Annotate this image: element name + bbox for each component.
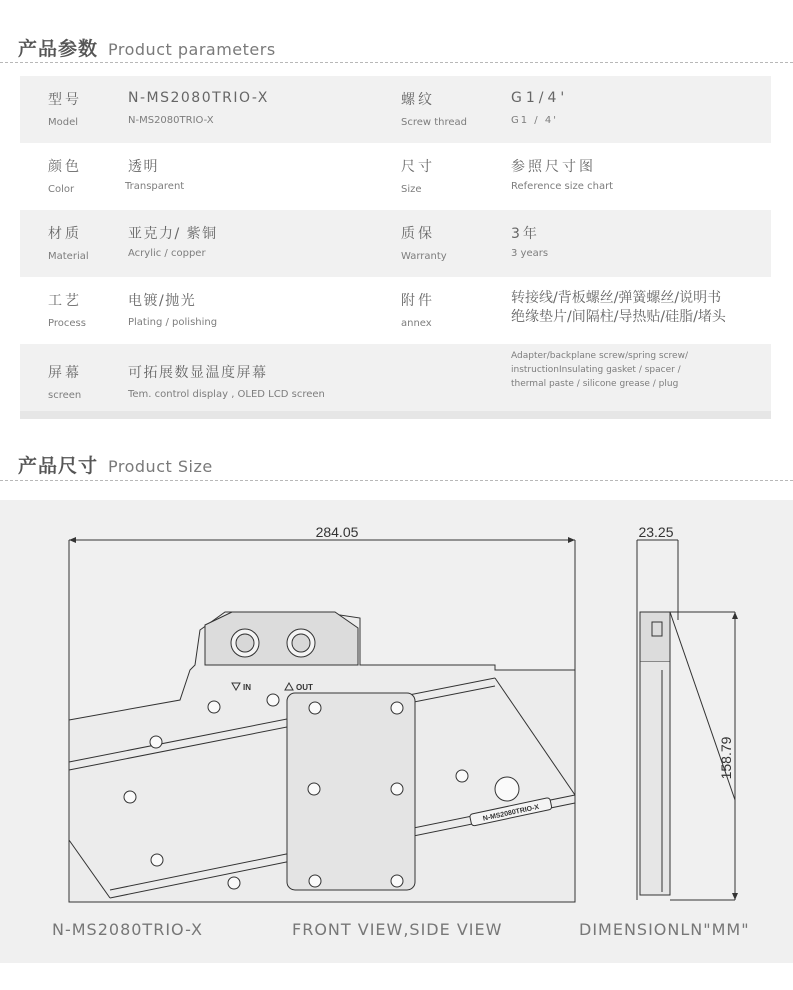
label-cn: 型号: [48, 92, 82, 108]
size-section-title: [18, 451, 213, 478]
label-en: Model: [48, 117, 79, 128]
value-cn: 可拓展数显温度屏幕: [128, 365, 268, 381]
value2-en: Reference size chart: [511, 181, 614, 192]
value-cn: 亚克力/ 紫铜: [128, 226, 218, 242]
terminal-top: [205, 612, 358, 665]
value2-en-b: instructionInsulating gasket / spacer /: [511, 365, 681, 375]
screw: [391, 875, 403, 887]
caption-views: FRONT VIEW,SIDE VIEW: [292, 920, 503, 939]
table-bottom-bar: [20, 411, 771, 419]
label-cn: 屏幕: [48, 365, 82, 381]
screw: [150, 736, 162, 748]
screw: [391, 783, 403, 795]
side-width-label: 23.25: [638, 524, 674, 540]
label-en: Process: [48, 318, 86, 329]
param-row-screen: [20, 344, 771, 411]
screw: [391, 702, 403, 714]
label-cn: 工艺: [48, 293, 82, 309]
value-en: Transparent: [125, 181, 185, 192]
value-en: N-MS2080TRIO-X: [128, 115, 214, 126]
param-row-process: [20, 277, 771, 344]
out-label: OUT: [296, 683, 313, 692]
value2-cn: G1/4': [511, 90, 569, 106]
size-title-en: Product Size: [108, 457, 213, 476]
side-terminal: [640, 612, 670, 662]
divider: [0, 62, 793, 63]
screw: [309, 875, 321, 887]
screw: [208, 701, 220, 713]
label-en: Material: [48, 251, 89, 262]
value2-en: 3 years: [511, 248, 549, 259]
screw: [456, 770, 468, 782]
arrow-left: [69, 537, 76, 543]
value2-en: G1 / 4': [511, 115, 558, 126]
screw: [228, 877, 240, 889]
logo-badge: [495, 777, 519, 801]
dimension-drawing: [0, 500, 793, 963]
screw: [308, 783, 320, 795]
arrow-right: [568, 537, 575, 543]
value2-cn: 3年: [511, 226, 540, 242]
value-cn: N-MS2080TRIO-X: [128, 90, 269, 106]
label2-cn: 附件: [401, 293, 435, 309]
label2-en: Screw thread: [401, 117, 468, 128]
label2-en: Warranty: [401, 251, 447, 262]
in-label: IN: [243, 683, 251, 692]
port-in-inner: [236, 634, 254, 652]
params-title-cn: 产品参数: [18, 38, 99, 60]
caption-model: N-MS2080TRIO-X: [52, 920, 204, 939]
label-en: screen: [48, 390, 82, 401]
value2-en-a: Adapter/backplane screw/spring screw/: [511, 351, 688, 361]
value2-cn: 参照尺寸图: [511, 159, 596, 175]
side-body: [640, 662, 670, 895]
param-row-model: [20, 76, 771, 143]
params-title-en: Product parameters: [108, 40, 276, 59]
value-en: Plating / polishing: [128, 317, 218, 328]
param-row-material: [20, 210, 771, 277]
label2-cn: 螺纹: [401, 92, 435, 108]
value2-cn-b: 绝缘垫片/间隔柱/导热贴/硅脂/堵头: [511, 309, 726, 325]
param-row-color: [20, 143, 771, 210]
params-section-title: [18, 34, 276, 61]
value-en: Tem. control display , OLED LCD screen: [128, 389, 325, 400]
label2-cn: 质保: [401, 226, 435, 242]
arrow-up: [732, 612, 738, 619]
port-out-inner: [292, 634, 310, 652]
arrow-down: [732, 893, 738, 900]
drawing-svg: [0, 500, 793, 963]
value-cn: 电镀/抛光: [128, 293, 197, 309]
label-en: Color: [48, 184, 75, 195]
label-cn: 颜色: [48, 159, 82, 175]
screw: [309, 702, 321, 714]
value2-en-c: thermal paste / silicone grease / plug: [511, 379, 679, 389]
label2-cn: 尺寸: [401, 159, 435, 175]
value-cn: 透明: [128, 159, 159, 175]
screw: [151, 854, 163, 866]
divider: [0, 480, 793, 481]
width-label: 284.05: [315, 524, 359, 540]
screw: [124, 791, 136, 803]
label2-en: Size: [401, 184, 422, 195]
label2-en: annex: [401, 318, 432, 329]
params-table: [20, 76, 771, 411]
size-title-cn: 产品尺寸: [18, 455, 99, 477]
value2-cn: 转接线/背板螺丝/弹簧螺丝/说明书: [511, 290, 722, 306]
nameplate-text: N-MS2080TRIO-X: [482, 803, 540, 823]
label-cn: 材质: [48, 226, 82, 242]
value-en: Acrylic / copper: [128, 248, 206, 259]
caption-unit: DIMENSIONLN"MM": [579, 920, 750, 939]
screw: [267, 694, 279, 706]
height-label: 158.79: [718, 736, 734, 780]
